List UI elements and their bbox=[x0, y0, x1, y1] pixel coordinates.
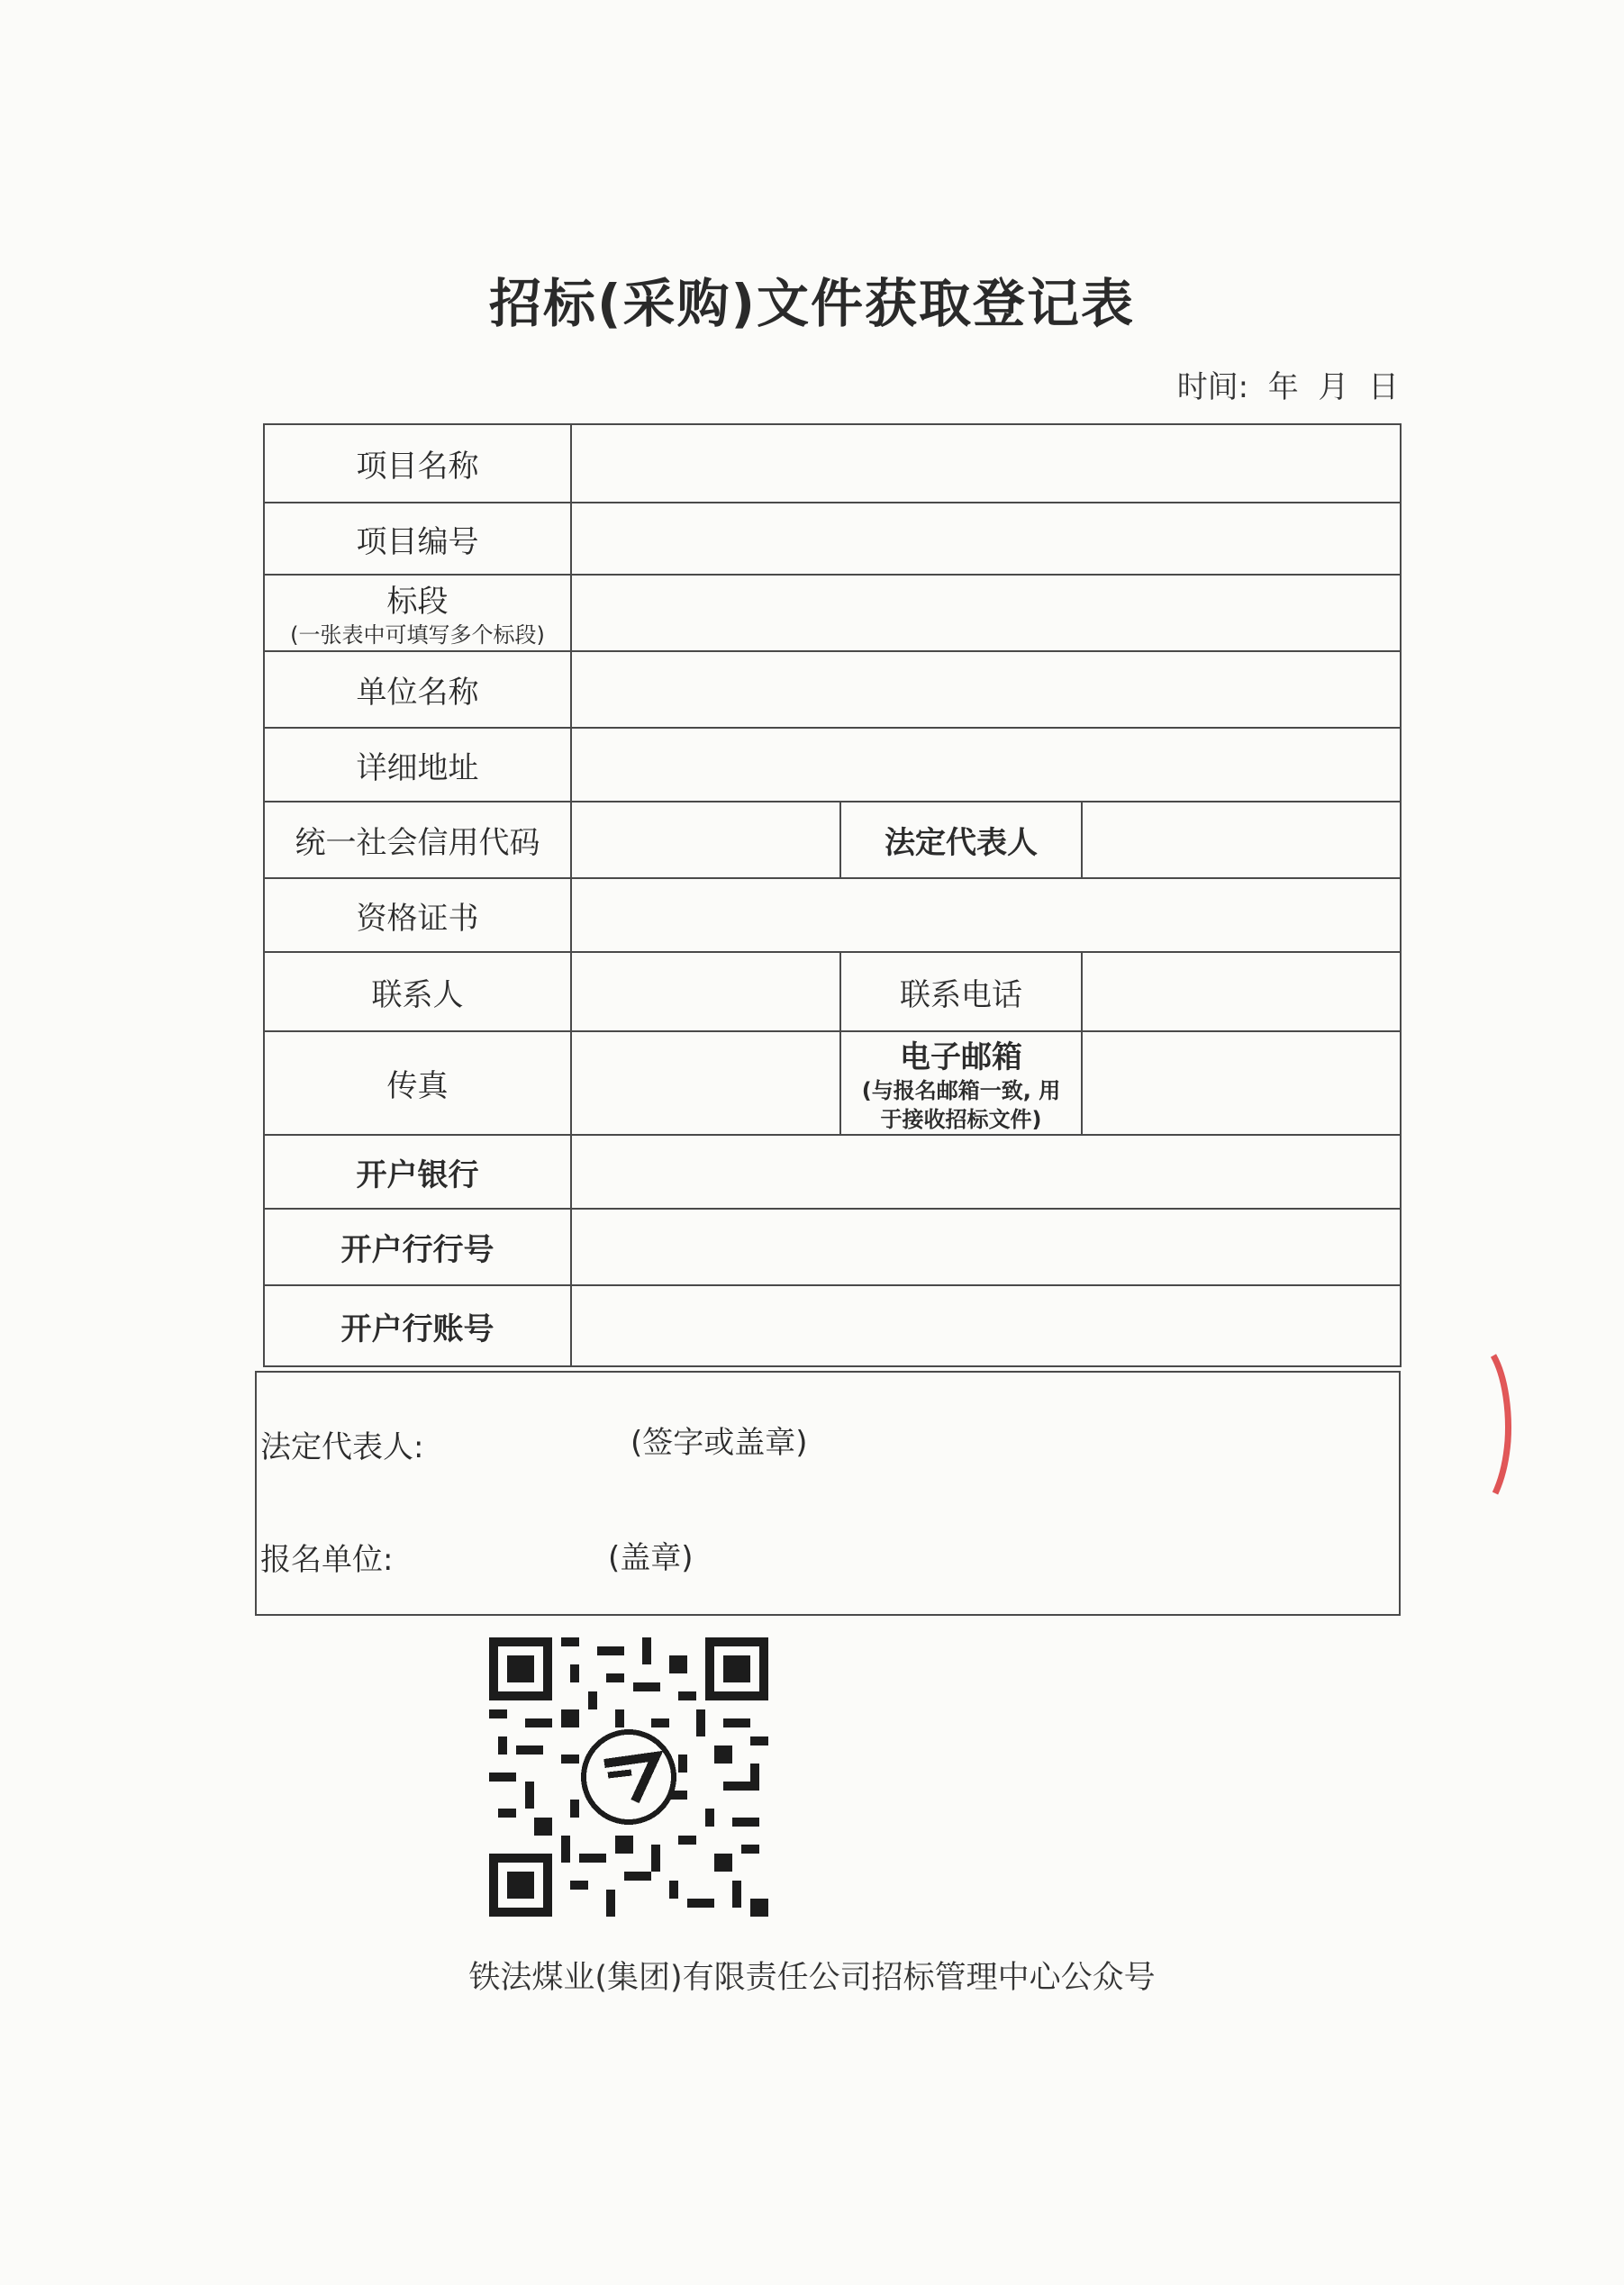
section-label: 标段 bbox=[386, 584, 449, 620]
phone-label: 联系电话 bbox=[840, 952, 1082, 1031]
table-row bbox=[264, 503, 1401, 575]
table-row bbox=[264, 1031, 1401, 1135]
email-field[interactable] bbox=[1082, 1031, 1401, 1135]
bank-no-label: 开户行行号 bbox=[264, 1209, 571, 1285]
section-label-cell bbox=[264, 575, 571, 651]
contact-label: 联系人 bbox=[264, 952, 571, 1031]
date-line: 时间: 年 月 日 bbox=[1176, 369, 1399, 405]
credit-code-label: 统一社会信用代码 bbox=[264, 802, 571, 878]
table-row bbox=[264, 651, 1401, 728]
unit-name-label: 单位名称 bbox=[264, 651, 571, 728]
table-row bbox=[264, 802, 1401, 878]
address-label: 详细地址 bbox=[264, 728, 571, 802]
project-name-field[interactable] bbox=[571, 424, 1401, 503]
qr-code-icon bbox=[489, 1637, 768, 1917]
address-field[interactable] bbox=[571, 728, 1401, 802]
legal-rep-sign-note: (签字或盖章) bbox=[631, 1425, 808, 1461]
qualification-label: 资格证书 bbox=[264, 878, 571, 952]
table-row bbox=[264, 1135, 1401, 1209]
table-row bbox=[264, 424, 1401, 503]
email-label: 电子邮箱 bbox=[900, 1039, 1022, 1075]
table-row bbox=[264, 878, 1401, 952]
stamp-mark-icon bbox=[1488, 1351, 1524, 1495]
account-no-field[interactable] bbox=[571, 1285, 1401, 1366]
qualification-field[interactable] bbox=[571, 878, 1401, 952]
contact-field[interactable] bbox=[571, 952, 840, 1031]
registration-form-table bbox=[263, 423, 1402, 1367]
qr-caption: 铁法煤业(集团)有限责任公司招标管理中心公众号 bbox=[468, 1960, 1156, 1996]
account-no-label: 开户行账号 bbox=[264, 1285, 571, 1366]
project-no-field[interactable] bbox=[571, 503, 1401, 575]
bank-label: 开户银行 bbox=[264, 1135, 571, 1209]
table-row bbox=[264, 575, 1401, 651]
fax-field[interactable] bbox=[571, 1031, 840, 1135]
legal-rep-label: 法定代表人 bbox=[840, 802, 1082, 878]
credit-code-field[interactable] bbox=[571, 802, 840, 878]
phone-field[interactable] bbox=[1082, 952, 1401, 1031]
project-name-label: 项目名称 bbox=[264, 424, 571, 503]
section-note: (一张表中可填写多个标段) bbox=[290, 622, 545, 648]
email-note: (与报名邮箱一致, 用于接收招标文件) bbox=[861, 1078, 1061, 1132]
bank-field[interactable] bbox=[571, 1135, 1401, 1209]
project-no-label: 项目编号 bbox=[264, 503, 571, 575]
fax-label: 传真 bbox=[264, 1031, 571, 1135]
legal-rep-field[interactable] bbox=[1082, 802, 1401, 878]
form-title: 招标(采购)文件获取登记表 bbox=[488, 273, 1136, 334]
table-row bbox=[264, 728, 1401, 802]
bank-no-field[interactable] bbox=[571, 1209, 1401, 1285]
table-row bbox=[264, 1285, 1401, 1366]
table-row bbox=[264, 952, 1401, 1031]
section-field[interactable] bbox=[571, 575, 1401, 651]
email-label-cell bbox=[840, 1031, 1082, 1135]
signature-box bbox=[255, 1371, 1401, 1616]
table-row bbox=[264, 1209, 1401, 1285]
unit-sign-label: 报名单位: bbox=[260, 1542, 394, 1578]
legal-rep-sign-label: 法定代表人: bbox=[260, 1429, 424, 1465]
unit-name-field[interactable] bbox=[571, 651, 1401, 728]
unit-sign-note: (盖章) bbox=[608, 1540, 694, 1576]
